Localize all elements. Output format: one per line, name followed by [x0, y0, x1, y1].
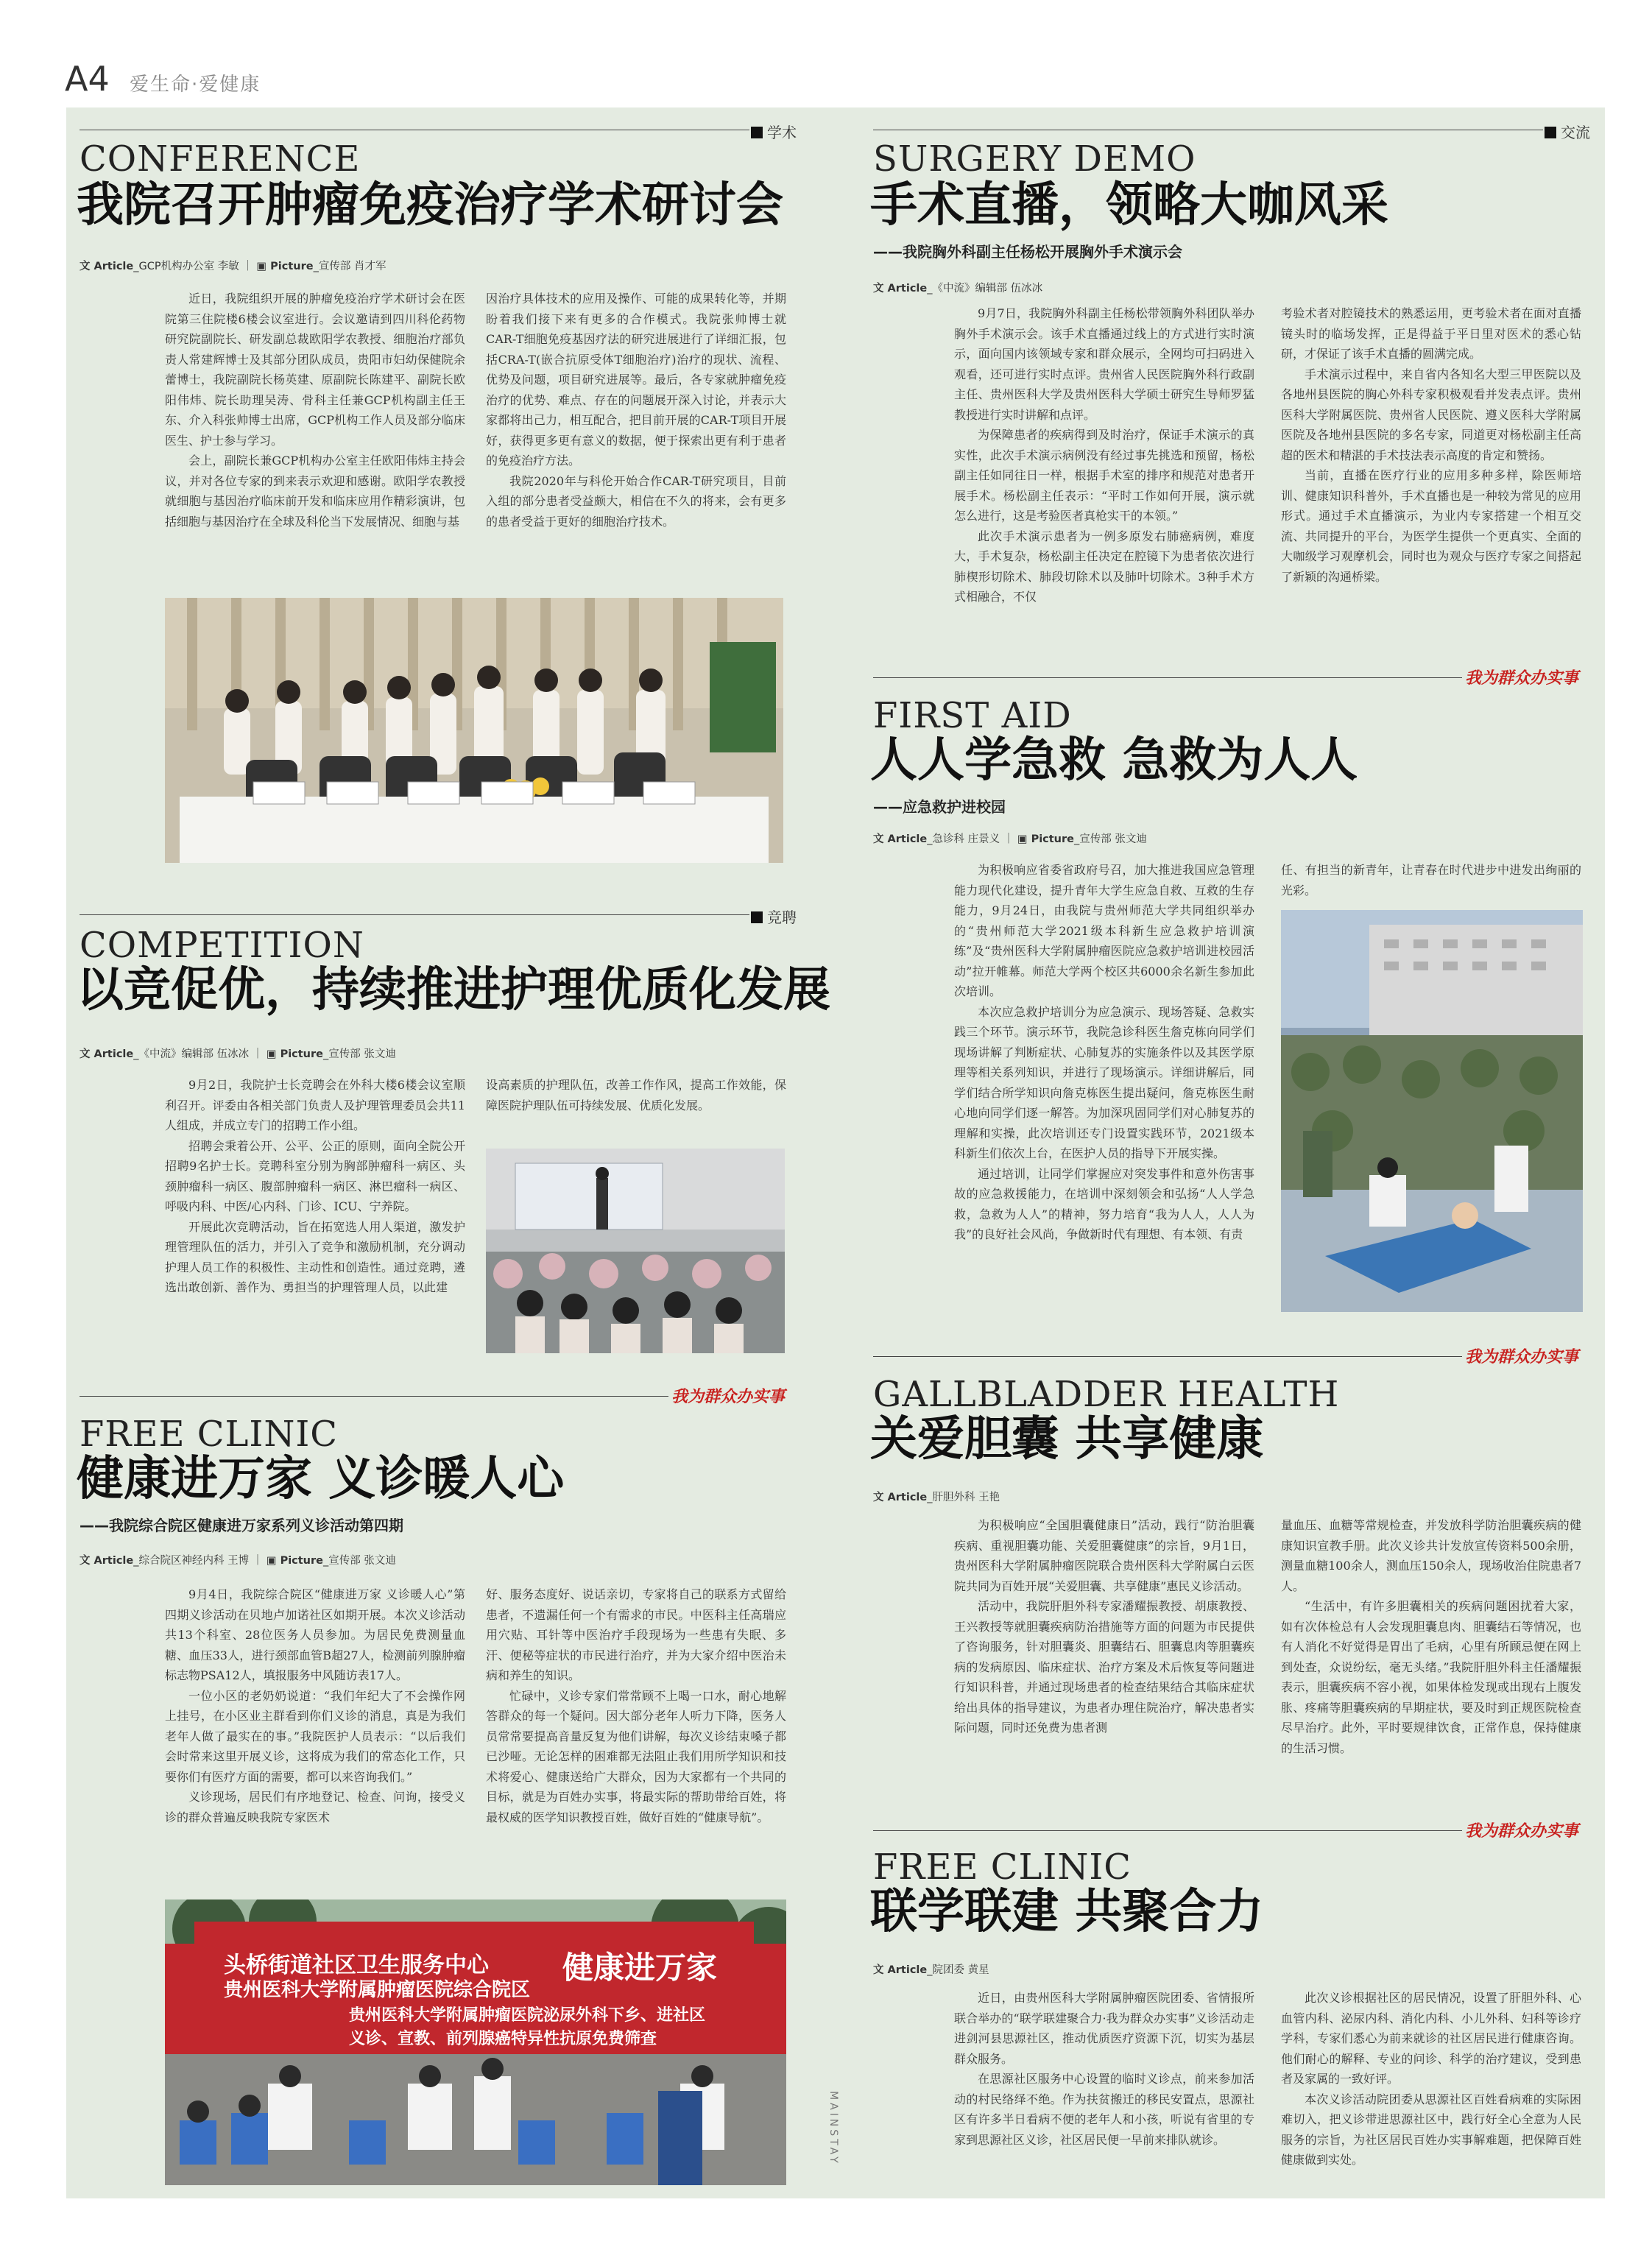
article-en-title: FREE CLINIC — [80, 1414, 339, 1455]
article-body-col2: 此次义诊根据社区的居民情况，设置了肝胆外科、心血管内科、泌尿内科、消化内科、小儿外科、妇科等诊疗学科，专家们悉心为前来就诊的社区居民进行健康咨询。他们耐心的解释、专业的问诊、科学的治疗建议，受到患者及家属的一致好评。 本次义诊活动院团委从思源社区百姓看病难的实际困难切入，把义诊带进思源社区中，践行好全心全意为人民服务的宗旨，为社区居民百姓办实事解难题，把保障百姓健康做到实处。 — [1281, 1991, 1581, 2167]
slogan: 我为群众办实事 — [1465, 1822, 1579, 1841]
article-en-title: CONFERENCE — [80, 138, 361, 180]
article-en-title: FREE CLINIC — [873, 1846, 1132, 1888]
slogan: 我为群众办实事 — [671, 1388, 786, 1406]
section-tag: 学术 — [751, 121, 797, 142]
article-title: 以竞促优，持续推进护理优质化发展 — [77, 962, 830, 1017]
article-title: 手术直播，领略大咖风采 — [870, 177, 1388, 233]
banner-text-line2: 贵州医科大学附属肿瘤医院综合院区 — [224, 1979, 531, 2001]
article-byline: 文 Article_肝胆外科 王艳 — [873, 1492, 1000, 1503]
first-aid-photo — [1281, 910, 1583, 1312]
side-label: MAINSTAY — [827, 2091, 839, 2166]
article-en-title: GALLBLADDER HEALTH — [873, 1374, 1340, 1415]
competition-photo — [486, 1149, 785, 1353]
article-body-col2: 量血压、血糖等常规检查，并发放科学防治胆囊疾病的健康知识宣教手册。此次义诊共计发放宣传资料500余册，测量血糖100余人，测血压150余人，现场收治住院患者7人。 “生活中，有许多胆囊相关的疾病问题困扰着大家，如有次体检总有人会发现胆囊息肉、胆囊结石等情况，也有人消化不好觉得是胃出了毛病，心里有所顾忌便在网上到处查，众说纷纭，毫无头绪。”我院肝胆外科主任潘耀振表示，胆囊疾病不容小视，如果体检发现或出现右上腹发胀、疼痛等胆囊疾病的早期症状，要及时到正规医院检查尽早治疗。此外，平时要规律饮食，正常作息，保持健康的生活习惯。 — [1281, 1518, 1581, 1755]
article-body-col1: 为积极响应省委省政府号召，加大推进我国应急管理能力现代化建设，提升青年大学生应急自救、互救的生存能力，9月24日，由我院与贵州师范大学共同组织举办的“贵州师范大学2021级本科新生应急救护培训演练”及“贵州医科大学附属肿瘤医院应急救护培训进校园活动”拉开帷幕。师范大学两个校区共6000余名新生参加此次培训。 本次应急救护培训分为应急演示、现场答疑、急救实践三个环节。演示环节，我院急诊科医生詹克栋向同学们现场讲解了判断症状、心肺复苏的实施条件以及其医学原理等相关系列知识，并进行了现场演示。详细讲解后，同学们结合所学知识向詹克栋医生提出疑问，詹克栋医生耐心地向同学们逐一解答。为加深巩固同学们对心肺复苏的理解和实操，此次培训还专门设置实践环节，2021级本科新生们依次上台，在医护人员的指导下开展实操。 通过培训，让同学们掌握应对突发事件和意外伤害事故的应急救援能力，在培训中深刻领会和弘扬“人人学急救，急救为人人”的精神，努力培育“我为人人，人人为我”的良好社会风尚，争做新时代有理想、有本领、有责 — [954, 863, 1254, 1241]
article-en-title: COMPETITION — [80, 925, 364, 966]
article-en-title: SURGERY DEMO — [873, 138, 1196, 180]
article-title: 关爱胆囊 共享健康 — [870, 1411, 1264, 1467]
article-byline: 文 Article_《中流》编辑部 伍冰冰 — [873, 283, 1043, 294]
article-byline: 文 Article_综合院区神经内科 王博 ｜ ▣ Picture_宣传部 张文迪 — [80, 1555, 396, 1567]
slogan: 我为群众办实事 — [1465, 669, 1579, 688]
article-subtitle: ——我院胸外科副主任杨松开展胸外手术演示会 — [873, 243, 1182, 261]
conference-group-photo — [165, 598, 783, 863]
article-body-col1: 为积极响应“全国胆囊健康日”活动，践行“防治胆囊疾病、重视胆囊功能、关爱胆囊健康”的宗旨，9月1日，贵州医科大学附属肿瘤医院联合贵州医科大学附属白云医院共同为百姓开展“关爱胆囊、共享健康”惠民义诊活动。 活动中，我院肝胆外科专家潘耀振教授、胡康教授、王兴教授等就胆囊疾病防治措施等方面的问题为市民提供了咨询服务，针对胆囊炎、胆囊结石、胆囊息肉等胆囊疾病的发病原因、临床症状、治疗方案及术后恢复等问题进行知识科普，并通过现场患者的检查结果结合其临床症状给出具体的指导建议，为患者办理住院治疗，解决患者实际问题，同时还免费为患者测 — [954, 1518, 1254, 1735]
banner-text-right: 健康进万家 — [562, 1950, 718, 1986]
article-byline: 文 Article_院团委 黄星 — [873, 1964, 989, 1976]
article-body-col2: 任、有担当的新青年，让青春在时代进步中进发出绚丽的光彩。 — [1281, 863, 1581, 897]
article-body-col1: 9月2日，我院护士长竞聘会在外科大楼6楼会议室顺利召开。评委由各相关部门负责人及护理管理委员会共11人组成，并成立专门的招聘工作小组。 招聘会秉着公开、公平、公正的原则，面向全院公开招聘9名护士长。竞聘科室分别为胸部肿瘤科一病区、头颈肿瘤科一病区、腹部肿瘤科一病区、淋巴瘤科一病区、呼吸内科、中医/心内科、门诊、ICU、宁养院。 开展此次竞聘活动，旨在拓宽选人用人渠道，激发护理管理队伍的活力，并引入了竞争和激励机制，充分调动护理人员工作的积极性、主动性和创造性。通过竞聘，遴选出敢创新、善作为、勇担当的护理管理人员，以此建 — [165, 1078, 465, 1294]
article-byline: 文 Article_急诊科 庄景义 ｜ ▣ Picture_宣传部 张文迪 — [873, 833, 1147, 845]
article-body-col2: 好、服务态度好、说话亲切，专家将自己的联系方式留给患者，不遗漏任何一个有需求的市民。中医科主任高瑞应用穴贴、耳针等中医治疗手段现场为一些患有失眠、多汗、便秘等症状的市民进行治疗，并为大家介绍中医治未病和养生的知识。 忙碌中，义诊专家们常常顾不上喝一口水，耐心地解答群众的每一个疑问。因大部分老年人听力下降，医务人员常常要提高音量反复为他们讲解，每次义诊结束嗓子都已沙哑。无论怎样的困难都无法阻止我们用所学知识和技术将爱心、健康送给广大群众，因为大家都有一个共同的目标，就是为百姓办实事，将最实际的帮助带给百姓，将最权威的医学知识教授百姓，做好百姓的“健康导航”。 — [486, 1587, 786, 1824]
article-body-col1: 近日，我院组织开展的肿瘤免疫治疗学术研讨会在医院第三住院楼6楼会议室进行。会议邀请到四川科伦药物研究院副院长、研发副总裁欧阳学农教授、细胞治疗部负责人常建辉博士及其部分团队成员，贵阳市妇幼保健院余蕾博士，我院副院长杨英建、原副院长陈建平、副院长欧阳伟炜、院长助理吴涛、骨科主任兼GCP机构副主任王东、介入科张帅博士出席，GCP机构工作人员及部分临床医生、护士参与学习。 会上，副院长兼GCP机构办公室主任欧阳伟炜主持会议，并对各位专家的到来表示欢迎和感谢。欧阳学农教授就细胞与基因治疗临床前开发和临床应用作精彩演讲，包括细胞与基因治疗在全球及科伦当下发展情况、细胞与基 — [165, 292, 465, 529]
banner-text-line1: 头桥街道社区卫生服务中心 — [224, 1953, 489, 1978]
article-title: 联学联建 共聚合力 — [870, 1884, 1264, 1939]
section-tag: 竞聘 — [751, 906, 797, 927]
article-body-col1: 近日，由贵州医科大学附属肿瘤医院团委、省情报所联合举办的“联学联建聚合力·我为群众办实事”义诊活动走进剑河县思源社区，推动优质医疗资源下沉，切实为基层群众服务。 在思源社区服务中心设置的临时义诊点，前来参加活动的村民络绎不绝。作为扶贫搬迁的移民安置点，思源社区有许多半日看病不便的老年人和小孩，听说有省里的专家到思源社区义诊，社区居民便一早前来排队就诊。 — [954, 1991, 1254, 2147]
article-body-col1: 9月4日，我院综合院区“健康进万家 义诊暖人心”第四期义诊活动在贝地卢加诺社区如期开展。本次义诊活动共13个科室、28位医务人员参加。为居民免费测量血糖、血压33人，进行颈部血管B超27人，检测前列腺肿瘤标志物PSA12人，填报服务中风随访表17人。 一位小区的老奶奶说道：“我们年纪大了不会操作网上挂号，在小区业主群看到你们义诊的消息，真是为我们老年人做了最实在的事。”我院医护人员表示：“以后我们会时常来这里开展义诊，这将成为我们的常态化工作，只要你们有医疗方面的需要，都可以来咨询我们。” 义诊现场，居民们有序地登记、检查、问询，接受义诊的群众普遍反映我院专家医术 — [165, 1587, 465, 1824]
article-body-col2: 设高素质的护理队伍，改善工作作风，提高工作效能，保障医院护理队伍可持续发展、优质化发展。 — [486, 1078, 786, 1112]
article-title: 我院召开肿瘤免疫治疗学术研讨会 — [77, 177, 783, 233]
slogan: 我为群众办实事 — [1465, 1348, 1579, 1366]
section-tag: 交流 — [1545, 121, 1590, 142]
slogan-rule — [873, 677, 1462, 678]
article-body-col2: 因治疗具体技术的应用及操作、可能的成果转化等，并期盼着我们接下来有更多的合作模式。我院张帅博士就CAR-T细胞免疫基因疗法的研究进展进行了详细汇报，包括CRA-T(嵌合抗原受体T细胞治疗)治疗的现状、流程、优势及问题，项目研究进展等。最后，各专家就肿瘤免疫治疗的优势、难点、存在的问题展开深入讨论，并表示大家都将出己力，相互配合，把目前开展的CAR-T项目开展好，获得更多更有意义的数据，便于探索出更有利于患者的免疫治疗方法。 我院2020年与科伦开始合作CAR-T研究项目，目前入组的部分患者受益颇大，相信在不久的将来，会有更多的患者受益于更好的细胞治疗技术。 — [486, 292, 786, 529]
section-rule — [80, 914, 749, 915]
banner-text-line4: 义诊、宣教、前列腺癌特异性抗原免费筛查 — [349, 2030, 657, 2048]
slogan-rule — [873, 1356, 1462, 1357]
slogan-rule — [873, 1830, 1462, 1831]
article-byline: 文 Article_GCP机构办公室 李敏 ｜ ▣ Picture_宣传部 肖才军 — [80, 261, 386, 272]
article-body-col1: 9月7日，我院胸外科副主任杨松带领胸外科团队举办胸外手术演示会。该手术直播通过线上的方式进行实时演示，面向国内该领域专家和群众展示，全网均可扫码进入观看，还可进行实时点评。贵州省人民医院胸外科行政副主任、贵州医科大学及贵州医科大学硕士研究生导师罗猛教授进行实时讲解和点评。 为保障患者的疾病得到及时治疗，保证手术演示的真实性，此次手术演示病例没有经过事先挑选和预留，杨松副主任如同往日一样，根据手术室的排序和规范对患者开展手术。杨松副主任表示：“平时工作如何开展，演示就怎么进行，这是考验医者真枪实干的本领。” 此次手术演示患者为一例多原发右肺癌病例，难度大，手术复杂，杨松副主任决定在腔镜下为患者依次进行肺楔形切除术、肺段切除术以及肺叶切除术。3种手术方式相融合，不仅 — [954, 306, 1254, 604]
slogan-rule — [80, 1396, 668, 1397]
article-byline: 文 Article_《中流》编辑部 伍冰冰 ｜ ▣ Picture_宣传部 张文迪 — [80, 1048, 396, 1060]
article-en-title: FIRST AID — [873, 695, 1072, 736]
article-title: 健康进万家 义诊暖人心 — [77, 1451, 565, 1506]
article-body-col2: 考验术者对腔镜技术的熟悉运用，更考验术者在面对直播镜头时的临场发挥，正是得益于平日里对医术的悉心钻研，才保证了该手术直播的圆满完成。 手术演示过程中，来自省内各知名大型三甲医院以及各地州县医院的胸心外科专家积极观看并发表点评。贵州医科大学附属医院、贵州省人民医院、遵义医科大学附属医院及各地州县医院的多名专家，同道更对杨松副主任高超的医术和精湛的手术技法表示高度的肯定和赞扬。 当前，直播在医疗行业的应用多种多样，除医师培训、健康知识科普外，手术直播也是一种较为常见的应用形式。通过手术直播演示，为业内专家搭建一个相互交流、共同提升的平台，为医学生提供一个更真实、全面的大咖级学习观摩机会，同时也为观众与医疗专家之间搭起了新颖的沟通桥梁。 — [1281, 306, 1581, 584]
page-number: A4 — [65, 59, 110, 99]
article-subtitle: ——我院综合院区健康进万家系列义诊活动第四期 — [80, 1517, 403, 1534]
article-title: 人人学急救 急救为人人 — [870, 733, 1358, 788]
article-subtitle: ——应急救护进校园 — [873, 798, 1006, 816]
page-section: 爱生命·爱健康 — [130, 74, 261, 96]
free-clinic-photo — [165, 1900, 786, 2185]
banner-text-line3: 贵州医科大学附属肿瘤医院泌尿外科下乡、进社区 — [349, 2006, 706, 2025]
